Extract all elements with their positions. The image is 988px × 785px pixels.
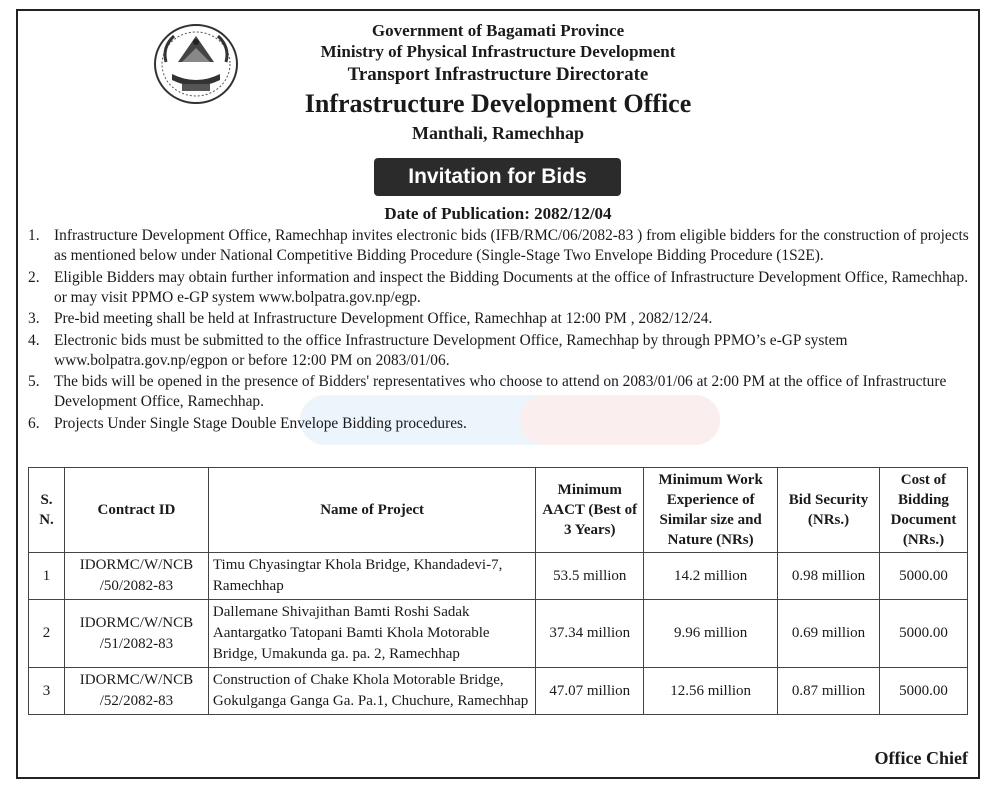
invitation-banner: Invitation for Bids: [374, 158, 621, 196]
table-row: [29, 600, 968, 668]
office-name: Infrastructure Development Office: [304, 89, 692, 118]
office-location: Manthali, Ramechhap: [411, 123, 584, 143]
cell-project-name: Construction of Chake Khola Motorable Bridge, Gokulganga Ganga Ga. Pa.1, Chuchure, Ramechhap: [208, 668, 535, 715]
cell-bid-security: 0.98 million: [778, 553, 880, 600]
signatory: Office Chief: [874, 748, 968, 768]
cell-sn: 1: [29, 553, 65, 600]
cell-contract-id: IDORMC/W/NCB /52/2082-83: [64, 668, 208, 715]
item-number: 2.: [28, 268, 40, 286]
header-bid-security: Bid Security (NRs.): [778, 468, 880, 553]
cell-doc-cost: 5000.00: [879, 668, 967, 715]
government-name: Government of Bagamati Province: [371, 21, 625, 40]
item-number: 1.: [28, 227, 40, 244]
letterhead: [200, 20, 796, 145]
header-doc-cost: Cost of Bidding Document (NRs.): [879, 468, 967, 553]
cell-aact: 53.5 million: [536, 553, 644, 600]
instruction-item: [28, 226, 970, 266]
cell-project-name: Timu Chyasingtar Khola Bridge, Khandadevi-7, Ramechhap: [208, 553, 535, 600]
item-number: 6.: [28, 414, 40, 432]
instruction-item: [28, 372, 970, 412]
instruction-item: [28, 268, 970, 308]
projects-table: [28, 467, 968, 715]
item-number: 4.: [28, 331, 40, 349]
cell-contract-id: IDORMC/W/NCB /50/2082-83: [64, 553, 208, 600]
header-work-experience: Minimum Work Experience of Similar size and Nature (NRs): [644, 468, 778, 553]
instruction-item: [28, 309, 970, 329]
cell-bid-security: 0.87 million: [778, 668, 880, 715]
table-row: [29, 553, 968, 600]
cell-doc-cost: 5000.00: [879, 600, 967, 668]
cell-sn: 2: [29, 600, 65, 668]
item-text: Eligible Bidders may obtain further information and inspect the Bidding Documents at the office of Infrastructure Development Office, Ramechhap. or may visit PPMO e-GP system www.bolpatra.gov.np/egp.: [54, 268, 969, 306]
table-header-row: [29, 468, 968, 553]
cell-project-name: Dallemane Shivajithan Bamti Roshi Sadak Aantargatko Tatopani Bamti Khola Motorable Bridge, Umakunda ga. pa. 2, Ramechhap: [208, 600, 535, 668]
cell-doc-cost: 5000.00: [879, 553, 967, 600]
header-contract-id: Contract ID: [64, 468, 208, 553]
bid-instructions: [28, 226, 970, 435]
cell-bid-security: 0.69 million: [778, 600, 880, 668]
table-row: [29, 668, 968, 715]
item-number: 5.: [28, 373, 40, 390]
cell-aact: 37.34 million: [536, 600, 644, 668]
cell-work-experience: 12.56 million: [644, 668, 778, 715]
cell-work-experience: 14.2 million: [644, 553, 778, 600]
item-text: Infrastructure Development Office, Ramechhap invites electronic bids (IFB/RMC/06/2082-83 ) from eligible bidders for the construction of projects as mentioned below under National Competitive Bidding Procedure (Single-Stage Two Envelope Bidding Procedure (1S2E).: [54, 227, 969, 264]
directorate-name: Transport Infrastructure Directorate: [347, 64, 649, 85]
instruction-item: [28, 414, 970, 434]
header-aact: Minimum AACT (Best of 3 Years): [536, 468, 644, 553]
ministry-name: Ministry of Physical Infrastructure Development: [320, 42, 676, 61]
publication-date: Date of Publication: 2082/12/04: [384, 204, 612, 223]
item-text: The bids will be opened in the presence of Bidders' representatives who choose to attend on 2083/01/06 at 2:00 PM at the office of Infrastructure Development Office, Ramechhap.: [54, 373, 947, 410]
header-project-name: Name of Project: [208, 468, 535, 553]
cell-work-experience: 9.96 million: [644, 600, 778, 668]
cell-sn: 3: [29, 668, 65, 715]
item-number: 3.: [28, 310, 40, 327]
header-sn: S. N.: [29, 468, 65, 553]
instruction-item: [28, 331, 970, 371]
cell-contract-id: IDORMC/W/NCB /51/2082-83: [64, 600, 208, 668]
item-text: Pre-bid meeting shall be held at Infrastructure Development Office, Ramechhap at 12:00 PM , 2082/12/24.: [54, 310, 713, 327]
item-text: Electronic bids must be submitted to the office Infrastructure Development Office, Ramechhap by through PPMO’s e-GP system www.bolpatra.gov.np/egpon or before 12:00 PM on 2083/01/06.: [54, 331, 848, 369]
cell-aact: 47.07 million: [536, 668, 644, 715]
item-text: Projects Under Single Stage Double Envelope Bidding procedures.: [54, 414, 467, 432]
